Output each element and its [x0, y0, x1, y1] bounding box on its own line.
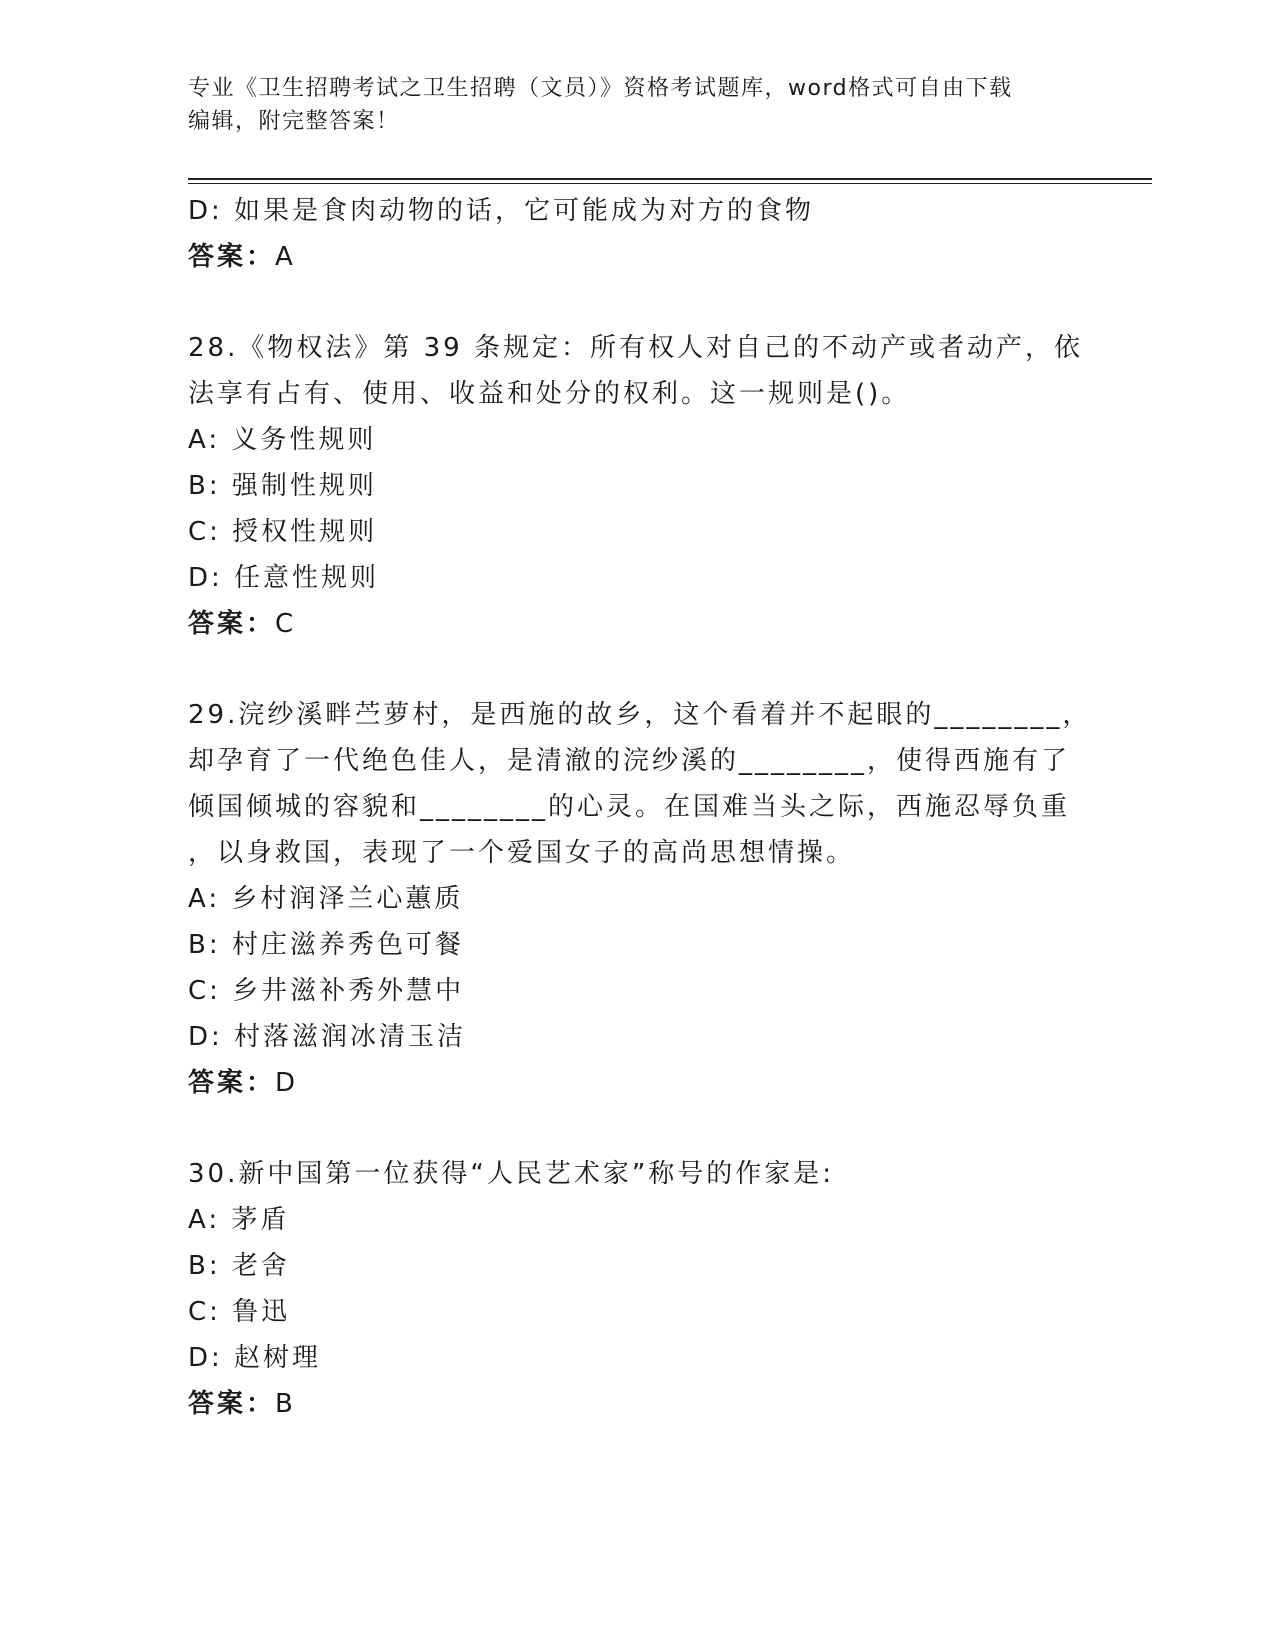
- answer-value: C: [275, 609, 296, 639]
- prev-option-d: D: 如果是食肉动物的话，它可能成为对方的食物: [188, 196, 815, 226]
- answer-label: 答案：: [188, 242, 276, 272]
- question-line: 倾国倾城的容貌和________的心灵。在国难当头之际，西施忍辱负重: [188, 792, 1071, 822]
- spacer: [188, 1106, 1108, 1151]
- answer-label: 答案：: [188, 609, 276, 639]
- answer-value: D: [275, 1068, 298, 1098]
- question-28-option-a: A: 义务性规则: [188, 425, 377, 455]
- question-28-text: [188, 325, 1108, 417]
- question-line: 30.新中国第一位获得“人民艺术家”称号的作家是:: [188, 1159, 835, 1189]
- document-header: [188, 72, 1088, 138]
- question-line: ，以身救国，表现了一个爱国女子的高尚思想情操。: [188, 838, 856, 868]
- question-content: [188, 188, 1108, 1427]
- question-28-option-d: D: 任意性规则: [188, 563, 380, 593]
- question-30-answer: [188, 1381, 1108, 1427]
- question-28-option-c: C: 授权性规则: [188, 517, 378, 547]
- question-30-option-b: B: 老舍: [188, 1251, 290, 1281]
- question-30-option-d: D: 赵树理: [188, 1343, 322, 1373]
- question-29-option-b: B: 村庄滋养秀色可餐: [188, 930, 464, 960]
- question-29-text: [188, 692, 1108, 876]
- question-30-text: [188, 1151, 1108, 1197]
- spacer: [188, 280, 1108, 325]
- question-29-answer: [188, 1060, 1108, 1106]
- question-28-option-b: B: 强制性规则: [188, 471, 377, 501]
- answer-label: 答案：: [188, 1389, 276, 1419]
- answer-value: B: [275, 1389, 295, 1419]
- header-divider-thick: [188, 178, 1152, 180]
- answer-label: 答案：: [188, 1068, 276, 1098]
- question-29-option-c: C: 乡井滋补秀外慧中: [188, 976, 465, 1006]
- question-line: 却孕育了一代绝色佳人，是清澈的浣纱溪的________，使得西施有了: [188, 746, 1071, 776]
- question-line: 28.《物权法》第 39 条规定：所有权人对自己的不动产或者动产，依: [188, 333, 1083, 363]
- question-29-option-a: A: 乡村润泽兰心蕙质: [188, 884, 464, 914]
- question-30-option-c: C: 鲁迅: [188, 1297, 291, 1327]
- spacer: [188, 647, 1108, 692]
- question-line: 法享有占有、使用、收益和处分的权利。这一规则是()。: [188, 379, 911, 409]
- answer-value: A: [275, 242, 295, 272]
- question-28-answer: [188, 601, 1108, 647]
- header-divider-thin: [188, 183, 1152, 184]
- question-29-option-d: D: 村落滋润冰清玉洁: [188, 1022, 467, 1052]
- question-30-option-a: A: 茅盾: [188, 1205, 290, 1235]
- prev-answer: [188, 234, 1108, 280]
- header-line-1: 专业《卫生招聘考试之卫生招聘（文员）》资格考试题库，word格式可自由下载: [188, 76, 1013, 101]
- header-line-2: 编辑，附完整答案！: [188, 109, 400, 134]
- question-line: 29.浣纱溪畔苎萝村，是西施的故乡，这个看着并不起眼的________，: [188, 700, 1092, 730]
